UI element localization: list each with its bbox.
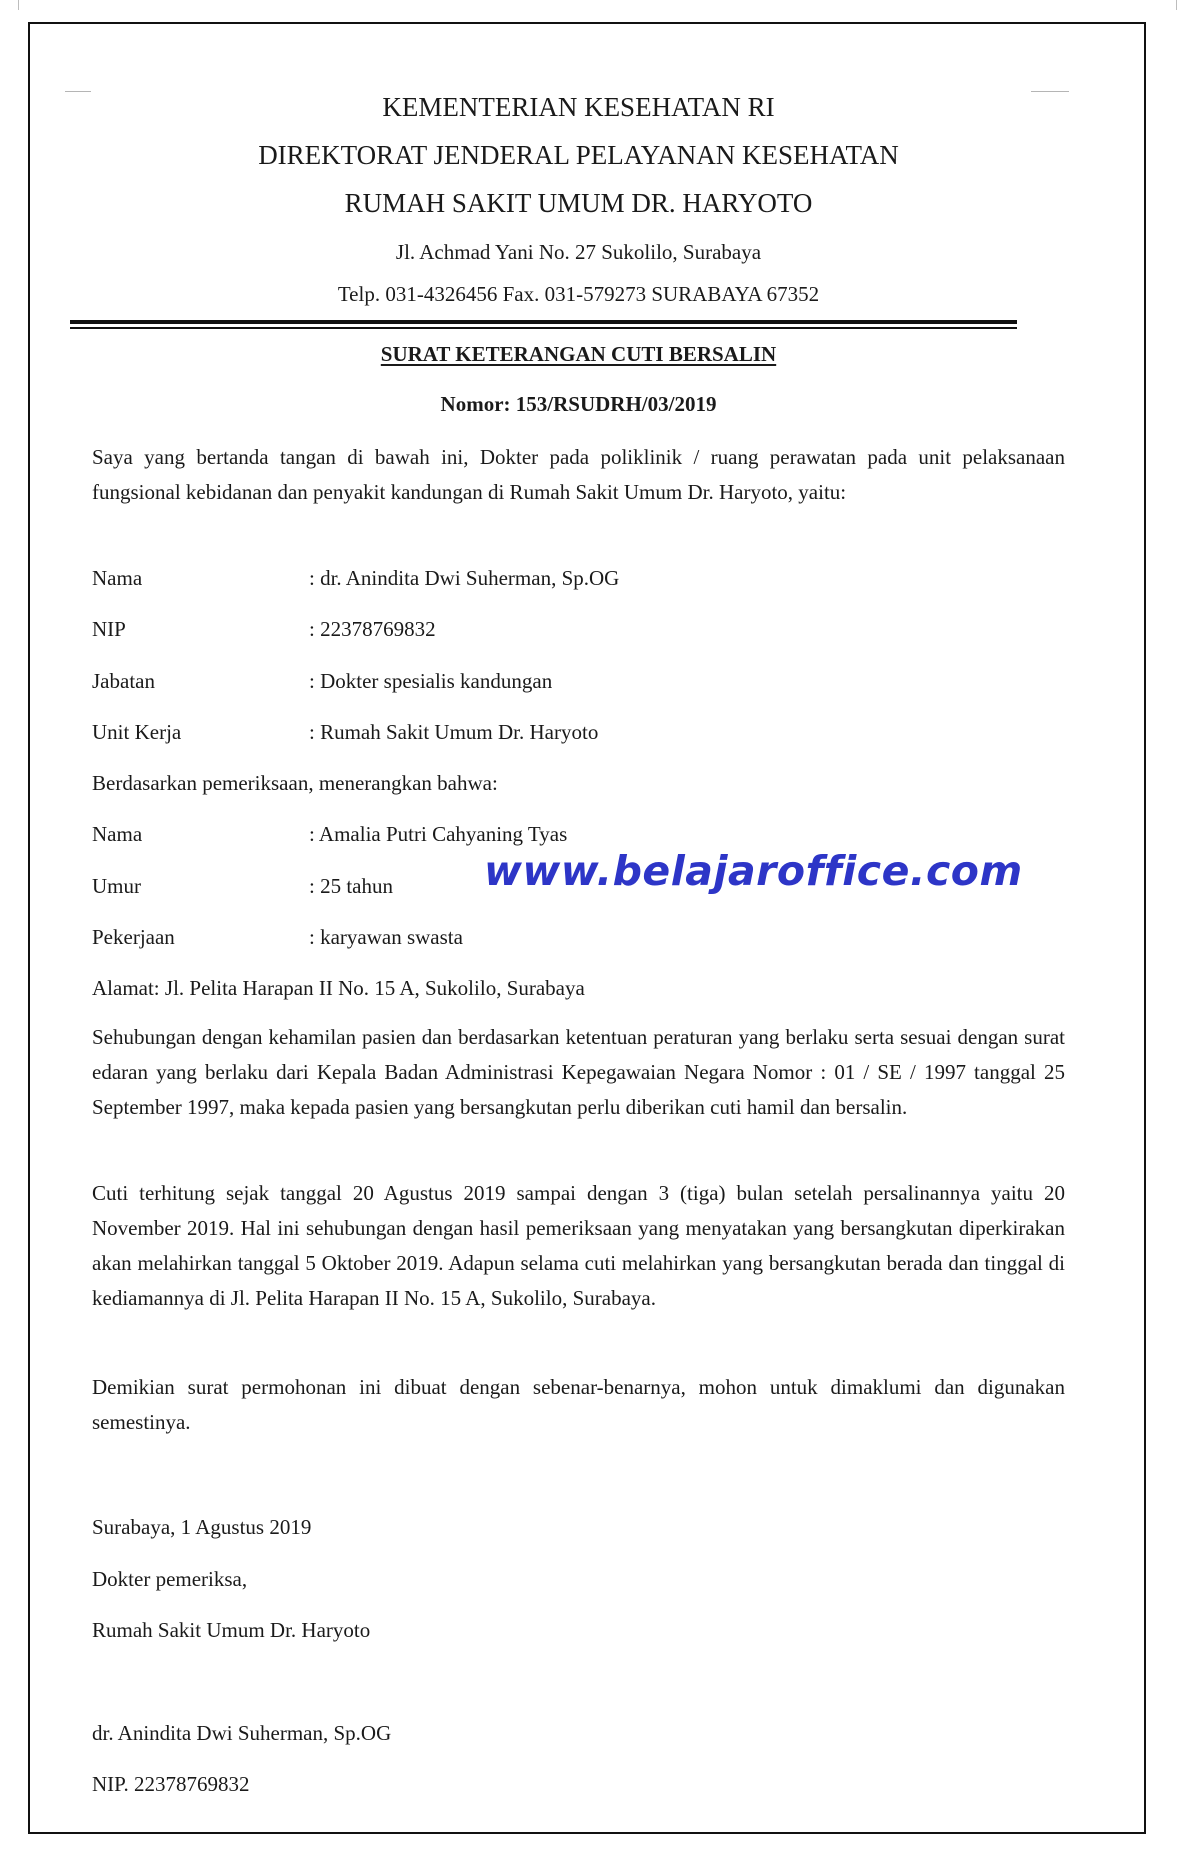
document-page — [28, 22, 1146, 1834]
field-value: : dr. Anindita Dwi Suherman, Sp.OG — [309, 566, 620, 590]
place-date: Surabaya, 1 Agustus 2019 — [92, 1515, 312, 1539]
signer-name: dr. Anindita Dwi Suherman, Sp.OG — [92, 1721, 392, 1745]
letterhead-directorate: DIREKTORAT JENDERAL PELAYANAN KESEHATAN — [258, 140, 899, 170]
letterhead-contact: Telp. 031-4326456 Fax. 031-579273 SURABAYA 67352 — [337, 282, 820, 306]
field-value: : 25 tahun — [309, 874, 393, 898]
letterhead-rule-thin — [70, 327, 1017, 329]
letterhead-ministry: KEMENTERIAN KESEHATAN RI — [382, 92, 775, 122]
field-value: : 22378769832 — [309, 617, 436, 641]
field-label: Nama — [92, 822, 143, 846]
margin-mark-left — [65, 91, 91, 92]
statement-line: Berdasarkan pemeriksaan, menerangkan bahwa: — [92, 771, 498, 795]
paragraph-closing: Demikian surat permohonan ini dibuat dengan sebenar-benarnya, mohon untuk dimaklumi dan digunakan semestinya. — [92, 1375, 1065, 1434]
letterhead-address: Jl. Achmad Yani No. 27 Sukolilo, Surabaya — [395, 240, 762, 264]
corner-mark-left — [18, 0, 19, 10]
letterhead-hospital: RUMAH SAKIT UMUM DR. HARYOTO — [344, 188, 813, 218]
signer-role: Dokter pemeriksa, — [92, 1567, 248, 1591]
field-label: Unit Kerja — [92, 720, 182, 744]
corner-mark-right — [1176, 0, 1177, 10]
field-label: Jabatan — [92, 669, 155, 693]
paragraph-leave-period: Cuti terhitung sejak tanggal 20 Agustus 2019 sampai dengan 3 (tiga) bulan setelah persalinannya yaitu 20 November 2019. Hal ini sehubungan dengan hasil pemeriksaan yang menyatakan yang bersangkutan diperkirakan akan melahirkan tanggal 5 Oktober 2019. Adapun selama cuti melahirkan yang bersangkutan berada dan tinggal di kediamannya di Jl. Pelita Harapan II No. 15 A, Sukolilo, Surabaya. — [92, 1181, 1065, 1310]
field-value: : karyawan swasta — [309, 925, 463, 949]
field-value: : Rumah Sakit Umum Dr. Haryoto — [309, 720, 599, 744]
patient-address-line: Alamat: Jl. Pelita Harapan II No. 15 A, Sukolilo, Surabaya — [92, 976, 585, 1000]
intro-paragraph: Saya yang bertanda tangan di bawah ini, Dokter pada poliklinik / ruang perawatan pada unit pelaksanaan fungsional kebidanan dan penyakit kandungan di Rumah Sakit Umum Dr. Haryoto, yaitu: — [92, 445, 1065, 504]
watermark-url: www.belajaroffice.com — [484, 847, 1023, 895]
signer-nip: NIP. 22378769832 — [92, 1772, 250, 1796]
field-label: Nama — [92, 566, 143, 590]
document-title — [92, 342, 1065, 367]
document-number: Nomor: 153/RSUDRH/03/2019 — [440, 392, 717, 416]
field-label: NIP — [92, 617, 126, 641]
field-value: : Amalia Putri Cahyaning Tyas — [309, 822, 568, 846]
field-label: Umur — [92, 874, 141, 898]
field-value: : Dokter spesialis kandungan — [309, 669, 553, 693]
signer-institution: Rumah Sakit Umum Dr. Haryoto — [92, 1618, 371, 1642]
paragraph-regulation: Sehubungan dengan kehamilan pasien dan berdasarkan ketentuan peraturan yang berlaku serta sesuai dengan surat edaran yang berlaku dari Kepala Badan Administrasi Kepegawaian Negara Nomor : 01 / SE / 1997 tanggal 25 September 1997, maka kepada pasien yang bersangkutan perlu diberikan cuti hamil dan bersalin. — [92, 1025, 1065, 1119]
letterhead-rule-thick — [70, 320, 1017, 324]
field-label: Pekerjaan — [92, 925, 175, 949]
document-title-text: SURAT KETERANGAN CUTI BERSALIN — [380, 342, 777, 366]
